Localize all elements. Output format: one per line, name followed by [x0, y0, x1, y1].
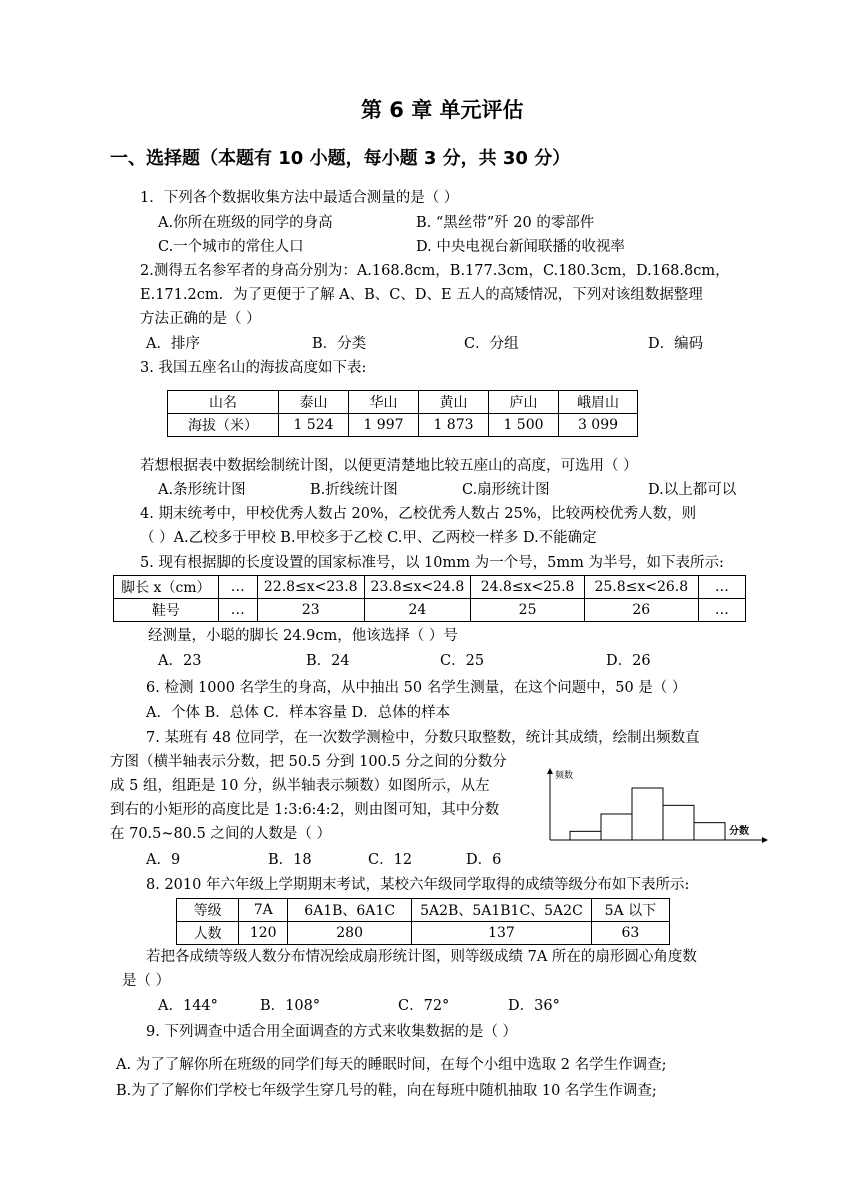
- histogram-bar: [663, 805, 694, 840]
- table-row: [168, 391, 638, 414]
- table-cell: 黄山: [419, 391, 489, 414]
- table-cell: 280: [288, 922, 412, 945]
- q7-option-d: D．6: [466, 852, 502, 868]
- section-heading: 一、选择题（本题有 10 小题，每小题 3 分，共 30 分）: [110, 148, 571, 169]
- q2-option-d: D．编码: [648, 336, 704, 352]
- q7-line4: 到右的小矩形的高度比是 1:3:6:4:2，则由图可知，其中分数: [110, 802, 500, 818]
- table-cell: 1 873: [419, 414, 489, 437]
- histogram-bar: [570, 831, 601, 840]
- y-axis-arrow-icon: [547, 768, 553, 774]
- histogram-bar: [694, 823, 725, 840]
- table-cell: 1 500: [489, 414, 559, 437]
- table-row: [114, 599, 746, 622]
- q8-line3: 是（ ）: [122, 973, 171, 989]
- histogram-bars: [570, 788, 725, 840]
- table-cell: 26: [584, 599, 698, 622]
- table-row: [177, 899, 670, 922]
- q8-option-a: A．144°: [158, 998, 218, 1014]
- q1-option-c: C.一个城市的常住人口: [158, 239, 304, 255]
- q2-line1: 2.测得五名参军者的身高分别为：A.168.8cm，B.177.3cm，C.180.3cm，D.168.8cm，: [140, 263, 730, 279]
- y-axis-label: 频数: [555, 771, 574, 781]
- q3-option-c: C.扇形统计图: [462, 482, 550, 498]
- table-cell: 25.8≤x<26.8: [584, 576, 698, 599]
- q2-line2: E.171.2cm．为了更便于了解 A、B、C、D、E 五人的高矮情况，下列对该组数据整理: [140, 287, 703, 303]
- table-cell: 1 524: [279, 414, 349, 437]
- q7-line3: 成 5 组，组距是 10 分，纵半轴表示频数）如图所示，从左: [110, 778, 490, 794]
- q3-line2: 若想根据表中数据绘制统计图，以便更清楚地比较五座山的高度，可选用（ ）: [140, 458, 638, 474]
- q1-option-b: B. “黑丝带”歼 20 的零部件: [416, 215, 595, 231]
- histogram-bar: [601, 814, 632, 840]
- q3-stem: 3. 我国五座名山的海拔高度如下表:: [140, 360, 367, 376]
- table-cell: …: [218, 599, 257, 622]
- q5-option-c: C．25: [440, 653, 485, 669]
- q2-line3: 方法正确的是（ ）: [140, 311, 261, 327]
- q5-option-d: D．26: [606, 653, 651, 669]
- q6-stem: 6. 检测 1000 名学生的身高，从中抽出 50 名学生测量，在这个问题中，50 是（ ）: [146, 680, 687, 696]
- x-axis-label: 分数: [729, 826, 749, 837]
- q1-stem: 1．下列各个数据收集方法中最适合测量的是（ ）: [140, 190, 459, 206]
- q2-option-c: C．分组: [464, 336, 519, 352]
- q6-options: A．个体 B．总体 C．样本容量 D．总体的样本: [146, 705, 451, 721]
- table-cell: 峨眉山: [559, 391, 638, 414]
- table-cell: …: [698, 576, 745, 599]
- grade-table: [176, 898, 670, 945]
- q1-option-a: A.你所在班级的同学的身高: [158, 215, 333, 231]
- q5-option-b: B．24: [306, 653, 350, 669]
- q3-option-d: D.以上都可以: [648, 482, 737, 498]
- table-cell: 120: [239, 922, 288, 945]
- q8-option-d: D．36°: [508, 998, 560, 1014]
- q7-line2: 方图（横半轴表示分数，把 50.5 分到 100.5 分之间的分数分: [110, 754, 507, 770]
- table-cell: 6A1B、6A1C: [288, 899, 412, 922]
- q4-line2: （ ）A.乙校多于甲校 B.甲校多于乙校 C.甲、乙两校一样多 D.不能确定: [140, 530, 597, 546]
- q8-option-b: B．108°: [260, 998, 321, 1014]
- q8-line2: 若把各成绩等级人数分布情况绘成扇形统计图，则等级成绩 7A 所在的扇形圆心角度数: [146, 949, 697, 965]
- table-cell: 22.8≤x<23.8: [257, 576, 364, 599]
- q3-option-b: B.折线统计图: [310, 482, 398, 498]
- table-cell: 25: [471, 599, 585, 622]
- q9-option-b: B.为了了解你们学校七年级学生穿几号的鞋，向在每班中随机抽取 10 名学生作调查;: [116, 1083, 657, 1099]
- q1-option-d: D. 中央电视台新闻联播的收视率: [416, 239, 625, 255]
- table-cell: 1 997: [349, 414, 419, 437]
- table-cell: 24: [364, 599, 471, 622]
- table-row: [168, 414, 638, 437]
- table-cell: 等级: [177, 899, 239, 922]
- table-cell: 23.8≤x<24.8: [364, 576, 471, 599]
- shoe-size-table: [113, 575, 746, 622]
- q2-option-a: A．排序: [146, 336, 200, 352]
- table-cell: 5A 以下: [591, 899, 669, 922]
- q2-option-b: B．分类: [312, 336, 367, 352]
- q8-stem: 8. 2010 年六年级上学期期末考试，某校六年级同学取得的成绩等级分布如下表所示:: [146, 877, 690, 893]
- table-cell: 庐山: [489, 391, 559, 414]
- q4-line1: 4. 期末统考中，甲校优秀人数占 20%，乙校优秀人数占 25%，比较两校优秀人数，则: [140, 506, 697, 522]
- table-cell: …: [218, 576, 257, 599]
- table-cell: 山名: [168, 391, 279, 414]
- frequency-histogram: [540, 768, 770, 848]
- table-cell: 63: [591, 922, 669, 945]
- q7-option-c: C．12: [368, 852, 413, 868]
- q7-line5: 在 70.5~80.5 之间的人数是（ ）: [110, 826, 332, 842]
- table-cell: 华山: [349, 391, 419, 414]
- q5-option-a: A．23: [158, 653, 202, 669]
- q9-stem: 9. 下列调查中适合用全面调查的方式来收集数据的是（ ）: [146, 1024, 518, 1040]
- table-cell: 23: [257, 599, 364, 622]
- q5-line2: 经测量，小聪的脚长 24.9cm，他该选择（ ）号: [148, 628, 458, 644]
- q7-option-a: A．9: [146, 852, 181, 868]
- q8-option-c: C．72°: [398, 998, 450, 1014]
- table-cell: 鞋号: [114, 599, 219, 622]
- table-cell: 人数: [177, 922, 239, 945]
- histogram-bar: [632, 788, 663, 840]
- table-cell: 137: [412, 922, 592, 945]
- table-cell: …: [698, 599, 745, 622]
- table-cell: 3 099: [559, 414, 638, 437]
- table-cell: 5A2B、5A1B1C、5A2C: [412, 899, 592, 922]
- q3-option-a: A.条形统计图: [158, 482, 246, 498]
- table-cell: 7A: [239, 899, 288, 922]
- table-row: [114, 576, 746, 599]
- table-cell: 海拔（米）: [168, 414, 279, 437]
- q7-option-b: B．18: [268, 852, 312, 868]
- table-cell: 24.8≤x<25.8: [471, 576, 585, 599]
- mountain-table: [167, 390, 638, 437]
- q9-option-a: A. 为了了解你所在班级的同学们每天的睡眠时间，在每个小组中选取 2 名学生作调查;: [116, 1057, 667, 1073]
- table-cell: 脚长 x（cm）: [114, 576, 219, 599]
- page-title: 第 6 章 单元评估: [361, 98, 524, 122]
- q7-line1: 7. 某班有 48 位同学，在一次数学测检中，分数只取整数，统计其成绩，绘制出频数直: [146, 730, 700, 746]
- table-row: [177, 922, 670, 945]
- x-axis-arrow-icon: [762, 837, 768, 843]
- q5-stem: 5. 现有根据脚的长度设置的国家标准号，以 10mm 为一个号，5mm 为半号，如下表所示:: [140, 555, 724, 571]
- table-cell: 泰山: [279, 391, 349, 414]
